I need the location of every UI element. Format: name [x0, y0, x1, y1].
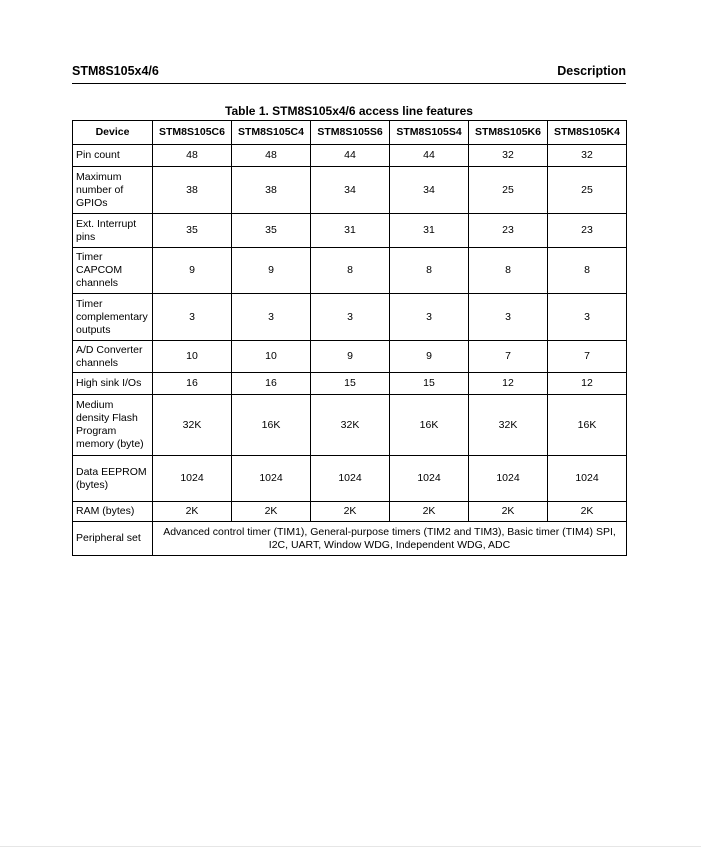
document-header-title: STM8S105x4/6	[72, 64, 159, 78]
row-label: Medium density Flash Program memory (byte)	[73, 395, 153, 456]
table-cell: 9	[153, 248, 232, 294]
table-cell: 16	[232, 373, 311, 395]
table-cell: 38	[232, 167, 311, 214]
table-cell: 1024	[232, 456, 311, 502]
header-rule	[72, 83, 626, 84]
table-cell: 2K	[232, 502, 311, 522]
row-label: High sink I/Os	[73, 373, 153, 395]
table-cell: 8	[311, 248, 390, 294]
features-table	[72, 120, 627, 556]
table-cell: 32	[548, 145, 627, 167]
row-label: Pin count	[73, 145, 153, 167]
table-cell: 34	[311, 167, 390, 214]
row-label: Timer CAPCOM channels	[73, 248, 153, 294]
table-cell: 7	[548, 341, 627, 373]
table-cell: 8	[548, 248, 627, 294]
table-row	[73, 373, 627, 395]
table-cell: 3	[311, 294, 390, 341]
table-cell: 9	[232, 248, 311, 294]
row-label: A/D Converter channels	[73, 341, 153, 373]
table-cell: 16K	[390, 395, 469, 456]
table-cell: 32	[469, 145, 548, 167]
table-cell: 15	[390, 373, 469, 395]
table-cell: 8	[469, 248, 548, 294]
table-cell: 9	[390, 341, 469, 373]
table-row	[73, 167, 627, 214]
page-bottom-edge	[0, 846, 701, 847]
peripheral-set-value: Advanced control timer (TIM1), General-purpose timers (TIM2 and TIM3), Basic timer (TIM4) SPI, I2C, UART, Window WDG, Independent WDG, ADC	[153, 522, 627, 556]
table-cell: 2K	[311, 502, 390, 522]
table-row	[73, 214, 627, 248]
table-cell: 32K	[469, 395, 548, 456]
column-header-stm8s105c6: STM8S105C6	[153, 121, 232, 145]
table-cell: 25	[469, 167, 548, 214]
table-cell: 34	[390, 167, 469, 214]
table-cell: 3	[232, 294, 311, 341]
column-header-stm8s105k4: STM8S105K4	[548, 121, 627, 145]
table-cell: 10	[232, 341, 311, 373]
column-header-stm8s105s4: STM8S105S4	[390, 121, 469, 145]
table-cell: 1024	[311, 456, 390, 502]
table-row	[73, 341, 627, 373]
table-cell: 16K	[232, 395, 311, 456]
table-cell: 32K	[153, 395, 232, 456]
table-cell: 2K	[469, 502, 548, 522]
table-cell: 1024	[153, 456, 232, 502]
table-cell: 23	[469, 214, 548, 248]
table-cell: 10	[153, 341, 232, 373]
table-row	[73, 395, 627, 456]
column-header-stm8s105k6: STM8S105K6	[469, 121, 548, 145]
table-row	[73, 502, 627, 522]
table-cell: 15	[311, 373, 390, 395]
row-label: Ext. Interrupt pins	[73, 214, 153, 248]
table-cell: 3	[469, 294, 548, 341]
row-label: Maximum number of GPIOs	[73, 167, 153, 214]
table-row	[73, 456, 627, 502]
table-cell: 12	[548, 373, 627, 395]
table-cell: 1024	[548, 456, 627, 502]
table-cell: 31	[311, 214, 390, 248]
table-cell: 3	[153, 294, 232, 341]
table-cell: 23	[548, 214, 627, 248]
table-caption: Table 1. STM8S105x4/6 access line features	[225, 104, 473, 118]
table-cell: 9	[311, 341, 390, 373]
table-cell: 3	[548, 294, 627, 341]
column-header-stm8s105s6: STM8S105S6	[311, 121, 390, 145]
table-row	[73, 248, 627, 294]
table-cell: 1024	[469, 456, 548, 502]
table-row	[73, 294, 627, 341]
table-cell: 44	[311, 145, 390, 167]
row-label: Data EEPROM (bytes)	[73, 456, 153, 502]
table-cell: 44	[390, 145, 469, 167]
table-cell: 16K	[548, 395, 627, 456]
table-cell: 48	[232, 145, 311, 167]
table-row	[73, 145, 627, 167]
table-cell: 2K	[153, 502, 232, 522]
table-cell: 35	[232, 214, 311, 248]
row-label: Timer complementary outputs	[73, 294, 153, 341]
table-cell: 1024	[390, 456, 469, 502]
table-cell: 2K	[548, 502, 627, 522]
table-cell: 8	[390, 248, 469, 294]
table-cell: 35	[153, 214, 232, 248]
document-header-section: Description	[557, 64, 626, 78]
table-cell: 25	[548, 167, 627, 214]
table-cell: 3	[390, 294, 469, 341]
table-cell: 48	[153, 145, 232, 167]
table-cell: 38	[153, 167, 232, 214]
column-header-stm8s105c4: STM8S105C4	[232, 121, 311, 145]
table-cell: 2K	[390, 502, 469, 522]
column-header-device: Device	[73, 121, 153, 145]
row-label: RAM (bytes)	[73, 502, 153, 522]
table-cell: 31	[390, 214, 469, 248]
table-cell: 32K	[311, 395, 390, 456]
table-cell: 7	[469, 341, 548, 373]
table-cell: 12	[469, 373, 548, 395]
table-row-peripheral-set	[73, 522, 627, 556]
table-header-row	[73, 121, 627, 145]
table-cell: 16	[153, 373, 232, 395]
row-label: Peripheral set	[73, 522, 153, 556]
